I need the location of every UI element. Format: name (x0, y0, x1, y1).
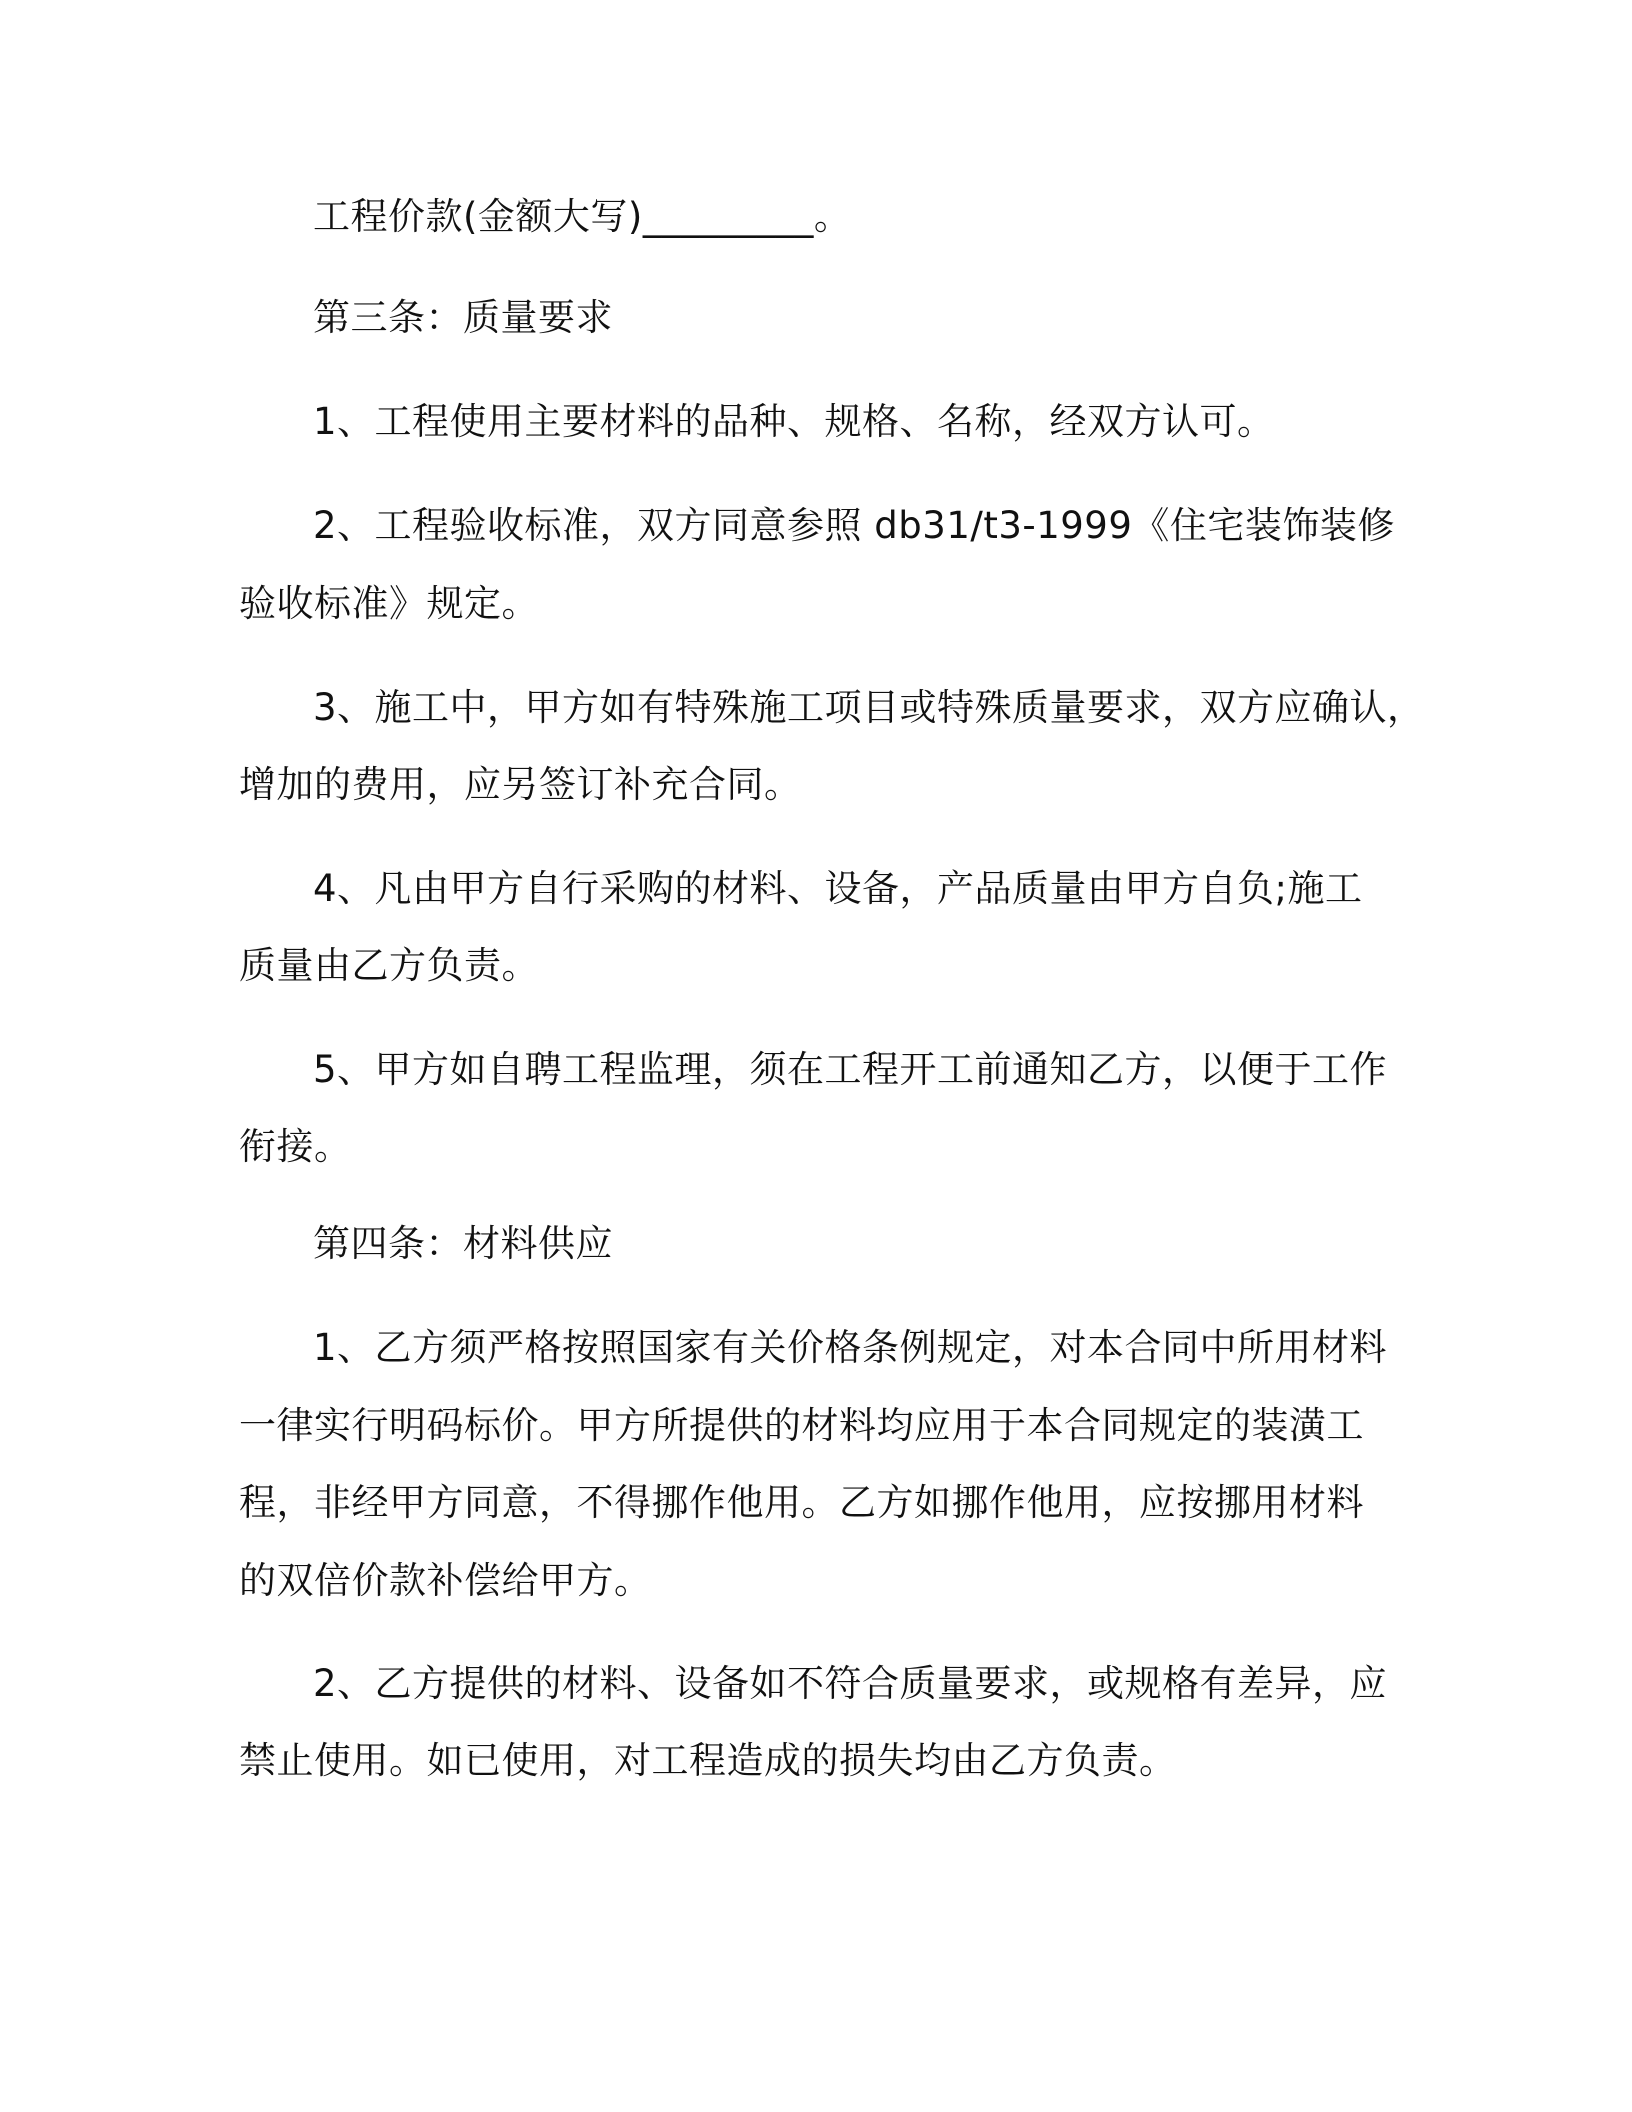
article-3-item-5-line-1: 5、甲方如自聘工程监理，须在工程开工前通知乙方，以便于工作 (313, 1048, 1388, 1091)
article-3-heading: 第三条：质量要求 (313, 296, 613, 339)
article-4-item-2-line-2: 禁止使用。如已使用，对工程造成的损失均由乙方负责。 (239, 1739, 1177, 1782)
article-3-item-4-line-1: 4、凡由甲方自行采购的材料、设备，产品质量由甲方自负;施工 (313, 867, 1363, 910)
article-3-item-2-line-2: 验收标准》规定。 (239, 582, 539, 625)
article-4-heading: 第四条：材料供应 (313, 1222, 613, 1265)
article-3-item-1: 1、工程使用主要材料的品种、规格、名称，经双方认可。 (313, 400, 1275, 443)
article-4-item-1-line-2: 一律实行明码标价。甲方所提供的材料均应用于本合同规定的装潢工 (239, 1404, 1364, 1447)
article-3-item-3-line-2: 增加的费用，应另签订补充合同。 (239, 763, 802, 806)
article-4-item-2-line-1: 2、乙方提供的材料、设备如不符合质量要求，或规格有差异，应 (313, 1662, 1388, 1705)
article-4-item-1-line-4: 的双倍价款补偿给甲方。 (239, 1559, 652, 1602)
article-3-item-2-line-1: 2、工程验收标准，双方同意参照 db31/t3-1999《住宅装饰装修 (313, 504, 1395, 547)
article-4-item-1-line-3: 程，非经甲方同意，不得挪作他用。乙方如挪作他用，应按挪用材料 (239, 1481, 1364, 1524)
article-4-item-1-line-1: 1、乙方须严格按照国家有关价格条例规定，对本合同中所用材料 (313, 1326, 1388, 1369)
article-3-item-3-line-1: 3、施工中，甲方如有特殊施工项目或特殊质量要求，双方应确认， (313, 686, 1425, 729)
article-3-item-4-line-2: 质量由乙方负责。 (239, 944, 539, 987)
article-3-item-5-line-2: 衔接。 (239, 1125, 352, 1168)
price-line: 工程价款(金额大写)_________。 (313, 195, 852, 238)
